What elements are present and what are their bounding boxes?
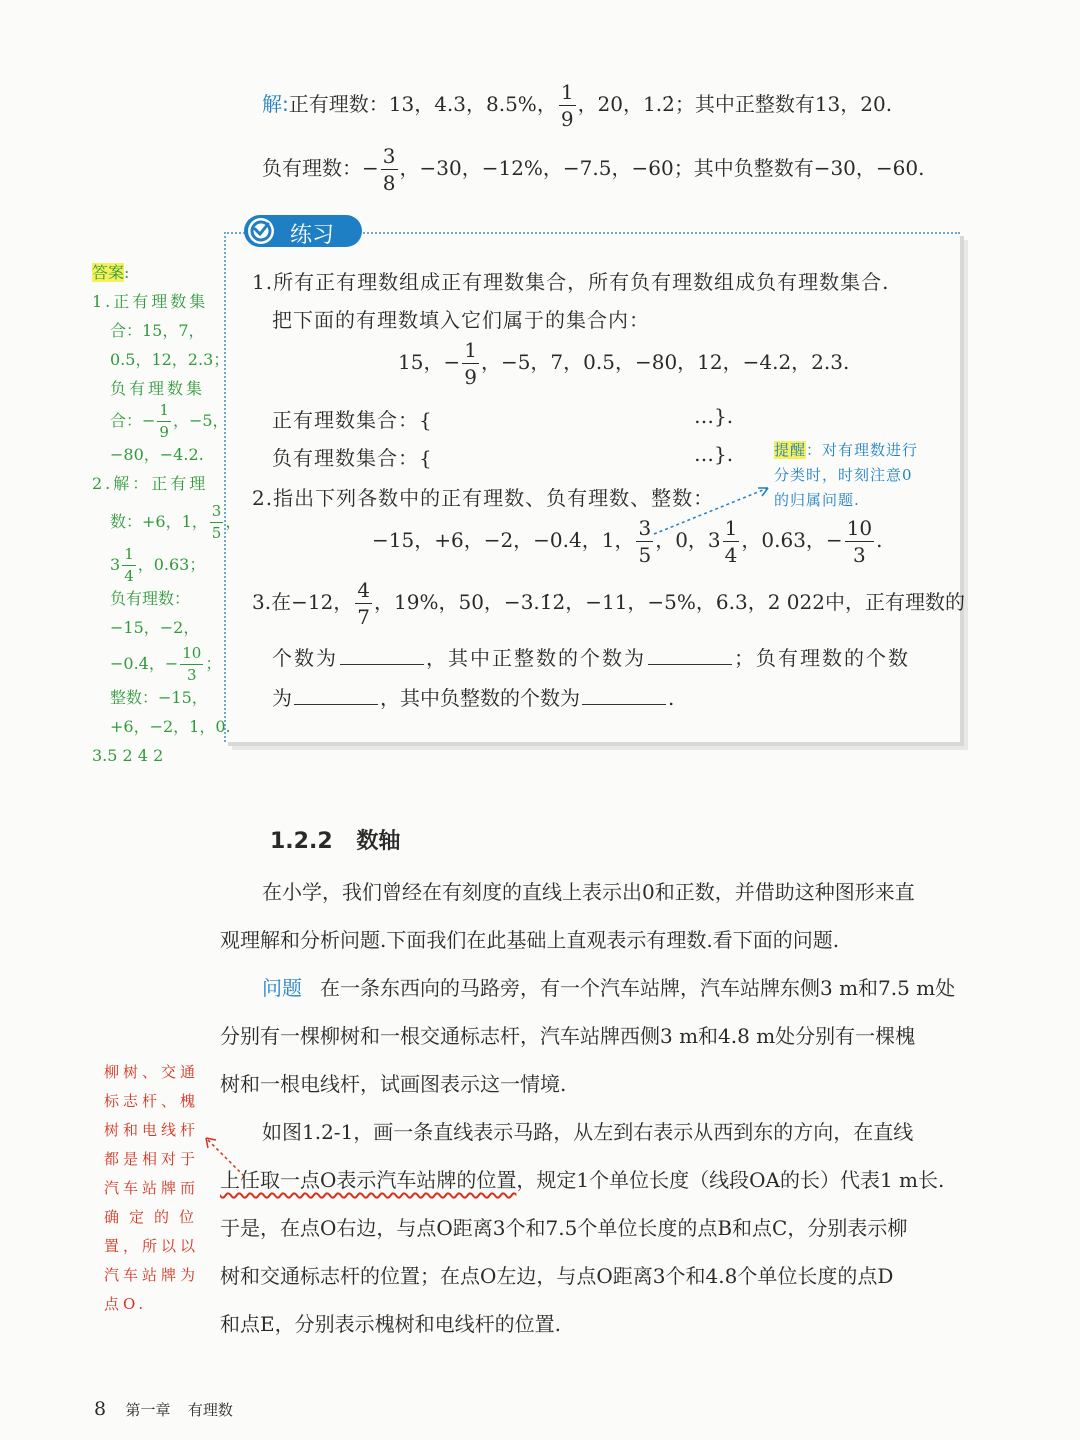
solution-neg-rest: ，−30，−12%，−7.5，−60；其中负整数有−30，−60. xyxy=(399,156,925,180)
answer-blank[interactable] xyxy=(340,664,424,665)
fraction: $\frac{1}{9}$ xyxy=(560,80,574,131)
problem-label: 问题 xyxy=(262,976,302,1000)
exercise-title: 练习 xyxy=(290,223,335,248)
answer-blank[interactable] xyxy=(582,704,666,705)
solution-neg-intro: 负有理数：− xyxy=(262,156,379,180)
solution-pos-intro: 正有理数：13，4.3，8.5%， xyxy=(288,92,557,116)
fraction: $\frac{3}{5}$ xyxy=(638,516,652,567)
fraction: $\frac{3}{8}$ xyxy=(382,144,396,195)
answer-blank[interactable] xyxy=(294,704,378,705)
exercise-icon xyxy=(246,216,276,246)
q1-positive-set: 正有理数集合：{ xyxy=(272,408,433,432)
section-number: 1.2.2 xyxy=(270,829,333,854)
hint-arrow xyxy=(650,482,780,542)
fraction: $\frac{1}{9}$ xyxy=(464,338,477,389)
q2-line: 2.指出下列各数中的正有理数、负有理数、整数： xyxy=(252,486,715,510)
fraction: $\frac{1}{9}$ xyxy=(159,401,169,441)
exercise-tag xyxy=(244,215,362,247)
hint-note: 提醒：对有理数进行 分类时，时刻注意0 的归属问题. xyxy=(774,441,919,509)
section-heading xyxy=(270,824,400,855)
hint-label: 提醒 xyxy=(774,441,807,459)
answers-label: 答案 xyxy=(92,263,125,282)
page-number: 8 xyxy=(94,1398,107,1420)
page-footer xyxy=(94,1398,233,1420)
chapter-title: 有理数 xyxy=(187,1401,233,1419)
solution-line-negative xyxy=(262,146,924,193)
para3-line3: 于是，在点O右边，与点O距离3个和7.5个单位长度的点B和点C，分别表示柳 xyxy=(220,1216,908,1240)
solution-pos-rest: ，20，1.2̇；其中正整数有13，20. xyxy=(577,92,893,116)
para1-line1: 在小学，我们曾经在有刻度的直线上表示出0和正数，并借助这种图形来直 xyxy=(262,880,915,904)
fraction: $\frac{1}{4}$ xyxy=(124,545,134,585)
problem-line3: 树和一根电线杆，试画图表示这一情境. xyxy=(220,1072,567,1096)
fraction: $\frac{4}{7}$ xyxy=(357,578,371,629)
fraction: $\frac{1}{4}$ xyxy=(724,516,738,567)
q3-line1: 3.在−12， $\frac{4}{7}$ ，19%，50，−3.1̇2̇，−11，−5%，6.3，2 022中，正有理数的 xyxy=(252,578,965,629)
q2-numbers: −15，+6，−2，−0.4̇，1， $\frac{3}{5}$ ，0，3 $\frac{1}{4}$ ，0.63，− $\frac{10}{3}$ . xyxy=(372,516,883,567)
q1-positive-set-end: …}. xyxy=(694,404,734,428)
fraction: $\frac{10}{3}$ xyxy=(846,516,873,567)
q1-negative-set-end: …}. xyxy=(694,442,734,466)
section-title: 数轴 xyxy=(356,829,401,854)
para3-line1: 如图1.2-1，画一条直线表示马路，从左到右表示从西到东的方向，在直线 xyxy=(262,1120,914,1144)
q1-negative-set: 负有理数集合：{ xyxy=(272,446,433,470)
answer-blank[interactable] xyxy=(648,664,732,665)
side-note: 柳树、交通 标志杆、槐 树和电线杆 都是相对于 汽车站牌而 确定的位 置，所以以 汽车站牌为 点O. xyxy=(104,1063,205,1313)
chapter-label: 第一章 xyxy=(125,1401,171,1419)
para3-line2: 上任取一点O表示汽车站牌的位置，规定1个单位长度（线段OA的长）代表1 m长. xyxy=(220,1168,945,1192)
solution-line-positive xyxy=(262,82,892,129)
para3-line4: 树和交通标志杆的位置；在点O左边，与点O距离3个和4.8个单位长度的点D xyxy=(220,1264,894,1288)
problem-line1: 问题 在一条东西向的马路旁，有一个汽车站牌，汽车站牌东侧3 m和7.5 m处 xyxy=(262,976,956,1000)
q1-numbers: 15，− $\frac{1}{9}$ ，−5，7，0.5，−80，12，−4.2，2.3. xyxy=(398,338,850,389)
answers-column: 答案: 1.正有理数集 合：15，7， 0.5，12，2.3； 负有理数集 合：− $\frac{1}{9}$ ，−5， −80，−4.2. 2.解：正有理 数：+6，1， $\frac{3}{5}$ ， 3 $\frac{1}{4}$ ，0.63； 负有理数： −15，−2， −0.4̇，− $\frac{10}{3}$ ； 整数：−15， +6，−2，1，0. 3.5 2 4 2 xyxy=(92,263,242,765)
q3-line2: 个数为 ，其中正整数的个数为 ；负有理数的个数 xyxy=(272,646,910,670)
problem-line2: 分别有一棵柳树和一根交通标志杆，汽车站牌西侧3 m和4.8 m处分别有一棵槐 xyxy=(220,1024,916,1048)
q1-line1: 1.所有正有理数组成正有理数集合，所有负有理数组成负有理数集合. xyxy=(252,270,890,294)
side-note-arrow xyxy=(200,1132,250,1180)
fraction: $\frac{3}{5}$ xyxy=(211,502,222,542)
q1-line2: 把下面的有理数填入它们属于的集合内： xyxy=(272,308,650,332)
para3-line5: 和点E，分别表示槐树和电线杆的位置. xyxy=(220,1312,561,1336)
q3-line3: 为 ，其中负整数的个数为 . xyxy=(272,686,675,710)
solution-label: 解: xyxy=(262,92,289,116)
para1-line2: 观理解和分析问题.下面我们在此基础上直观表示有理数.看下面的问题. xyxy=(220,928,840,952)
underlined-phrase: 上任取一点O表示汽车站牌的位置 xyxy=(220,1168,517,1192)
fraction: $\frac{10}{3}$ xyxy=(182,644,202,684)
